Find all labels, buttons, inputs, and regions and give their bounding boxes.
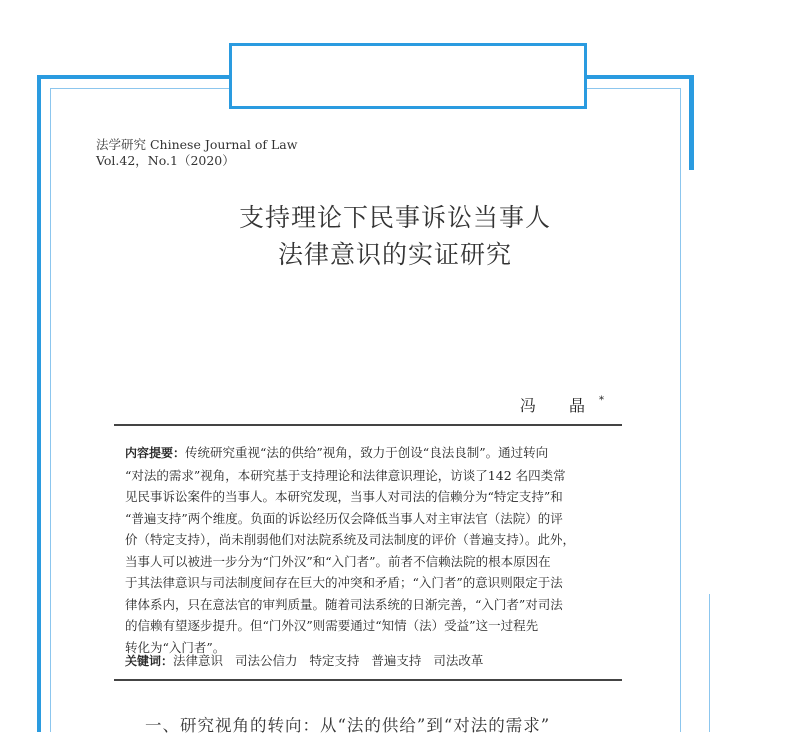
paper-title-line-1: 支持理论下民事诉讼当事人 [238,203,551,232]
abstract-line: 见民事诉讼案件的当事人。本研究发现，当事人对司法的信赖分为“特定支持”和 [125,489,563,504]
frame-right-line [680,88,681,732]
abstract-line: “对法的需求”视角，本研究基于支持理论和法律意识理论，访谈了142 名四类常 [125,467,566,483]
journal-header [96,137,297,169]
abstract-line: 价（特定支持），尚未削弱他们对法院系统及司法制度的评价（普遍支持）。此外， [125,532,576,547]
abstract-line: “普遍支持”两个维度。负面的诉讼经历仅会降低当事人对主审法官（法院）的评 [125,510,563,526]
journal-volume: Vol.42，No.1（2020） [96,153,235,168]
keywords [125,652,483,670]
abstract-top-rule [114,424,622,426]
abstract-line: 于其法律意识与司法制度间存在巨大的冲突和矛盾；“入门者”的意识则限定于法 [125,575,563,590]
author [520,393,604,416]
paper-title-line-2: 法律意识的实证研究 [277,240,512,269]
abstract-label: 内容提要： [125,446,186,460]
header-title-box [229,43,587,109]
frame-top-left-border [37,75,231,79]
abstract-line [125,442,615,465]
abstract-line: 的信赖有望逐步提升。但“门外汉”则需要通过“知情（法）受益”这一过程先 [125,618,539,633]
journal-name: 法学研究 Chinese Journal of Law [96,137,298,152]
author-name: 冯 晶 [519,396,599,415]
author-footnote-mark: * [599,394,604,406]
frame-top-right-border [580,75,693,79]
frame-inner-left-line [50,88,51,732]
abstract-text: 传统研究重视“法的供给”视角，致力于创设“良法良制”。通过转向 [185,445,549,460]
abstract-line: 律体系内，只在意法官的审判质量。随着司法系统的日渐完善，“入门者”对司法 [125,596,563,612]
keywords-list: 法律意识 司法公信力 特定支持 普遍支持 司法改革 [173,653,484,668]
abstract [125,442,615,658]
frame-left-border [37,75,41,732]
frame-inner-top-right-line [580,88,680,89]
keywords-label: 关键词： [125,654,174,668]
frame-right-short-line [709,594,710,732]
section-heading: 一、研究视角的转向：从“法的供给”到“对法的需求” [145,716,551,735]
abstract-line: 当事人可以被进一步分为“门外汉”和“入门者”。前者不信赖法院的根本原因在 [125,553,551,569]
frame-right-tab [689,75,694,170]
abstract-bottom-rule [114,679,622,681]
frame-inner-top-line [50,88,231,89]
abstract-line: 转化为“入门者”。 [125,639,226,655]
